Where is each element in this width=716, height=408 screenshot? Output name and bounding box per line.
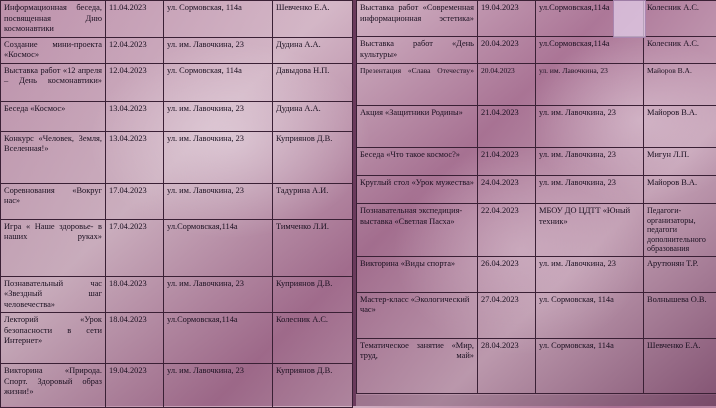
place-cell: ул. им. Лавочкина, 23	[164, 101, 273, 131]
table-row	[1, 63, 353, 101]
event-cell: Познавательный час «Звездный шаг человечества»	[1, 276, 106, 313]
left-page	[0, 0, 352, 406]
place-cell: ул.Сормовская,114а	[164, 313, 273, 364]
date-cell: 18.04.2023	[106, 276, 164, 313]
person-cell: Майоров В.А.	[644, 106, 716, 148]
event-cell: Познавательная экспедиция-выставка «Светлая Пасха»	[357, 204, 478, 257]
place-cell: ул.Сормовская,114а	[536, 37, 644, 64]
person-cell: Тадурина А.И.	[273, 183, 353, 219]
place-cell: ул. им. Лавочкина, 23	[536, 256, 644, 292]
place-cell: ул.Сормовская,114а	[164, 219, 273, 276]
place-cell: ул. Сормовская, 114а	[536, 292, 644, 338]
date-cell: 17.04.2023	[106, 219, 164, 276]
person-cell: Куприянов Д.В.	[273, 276, 353, 313]
table-row	[1, 219, 353, 276]
date-cell: 13.04.2023	[106, 101, 164, 131]
date-cell: 20.04.2023	[478, 64, 536, 106]
event-cell: Выставка работ «День культуры»	[357, 37, 478, 64]
event-cell: Конкурс «Человек, Земля, Вселенная!»	[1, 131, 106, 183]
person-cell: Тимченко Л.И.	[273, 219, 353, 276]
person-cell: Педагоги-организаторы, педагоги дополнительного образования	[644, 204, 716, 257]
table-row	[357, 176, 716, 204]
person-cell: Мигун Л.П.	[644, 148, 716, 176]
place-cell: ул. им. Лавочкина, 23	[536, 148, 644, 176]
table-row	[1, 101, 353, 131]
event-cell: Беседа «Что такое космос?»	[357, 148, 478, 176]
date-cell: 18.04.2023	[106, 313, 164, 364]
place-cell: ул. им. Лавочкина, 23	[164, 276, 273, 313]
date-cell: 12.04.2023	[106, 63, 164, 101]
event-cell: Лекторий «Урок безопасности в сети Интернет»	[1, 313, 106, 364]
place-cell: ул. Сормовская, 114а	[164, 1, 273, 38]
table-row	[357, 1, 716, 37]
place-cell: ул. Сормовская, 114а	[164, 63, 273, 101]
table-row	[357, 292, 716, 338]
event-cell: Викторина «Виды спорта»	[357, 256, 478, 292]
person-cell: Волнышева О.В.	[644, 292, 716, 338]
table-row	[1, 1, 353, 38]
table-row	[357, 37, 716, 64]
place-cell: МБОУ ДО ЦДТТ «Юный техник»	[536, 204, 644, 257]
table-row	[357, 204, 716, 257]
event-cell: Мастер-класс «Экологический час»	[357, 292, 478, 338]
event-cell: Акция «Защитники Родины»	[357, 106, 478, 148]
date-cell: 13.04.2023	[106, 131, 164, 183]
person-cell: Колесник А.С.	[273, 313, 353, 364]
event-cell: Соревнования «Вокруг нас»	[1, 183, 106, 219]
event-cell: Выставка работ «Современная информационная эстетика»	[357, 1, 478, 37]
place-cell: ул. Сормовская, 114а	[536, 338, 644, 393]
event-cell: Тематическое занятие «Мир, труд, май»	[357, 338, 478, 393]
place-cell: ул. им. Лавочкина, 23	[164, 364, 273, 408]
date-cell: 20.04.2023	[478, 37, 536, 64]
event-cell: Круглый стол «Урок мужества»	[357, 176, 478, 204]
date-cell: 22.04.2023	[478, 204, 536, 257]
place-cell: ул. им. Лавочкина, 23	[536, 176, 644, 204]
bottom-shade	[356, 395, 716, 406]
date-cell: 27.04.2023	[478, 292, 536, 338]
person-cell: Куприянов Д.В.	[273, 364, 353, 408]
person-cell: Куприянов Д.В.	[273, 131, 353, 183]
place-cell: ул. им. Лавочкина, 23	[164, 37, 273, 63]
person-cell: Шевченко Е.А.	[273, 1, 353, 38]
table-row	[1, 131, 353, 183]
table-row	[357, 256, 716, 292]
date-cell: 28.04.2023	[478, 338, 536, 393]
place-cell: ул. им. Лавочкина, 23	[536, 64, 644, 106]
table-row	[1, 183, 353, 219]
person-cell: Дудина А.А.	[273, 101, 353, 131]
table-row	[357, 106, 716, 148]
person-cell: Колесник А.С.	[644, 37, 716, 64]
place-cell: ул.Сормовская,114а	[536, 1, 644, 37]
date-cell: 17.04.2023	[106, 183, 164, 219]
person-cell: Дудина А.А.	[273, 37, 353, 63]
date-cell: 26.04.2023	[478, 256, 536, 292]
highlight-overlay	[613, 0, 646, 38]
date-cell: 19.04.2023	[478, 1, 536, 37]
event-cell: Выставка работ «12 апреля – День космонавтики»	[1, 63, 106, 101]
place-cell: ул. им. Лавочкина, 23	[164, 131, 273, 183]
table-row	[357, 64, 716, 106]
table-row	[357, 338, 716, 393]
event-cell: Создание мини-проекта «Космос»	[1, 37, 106, 63]
date-cell: 11.04.2023	[106, 1, 164, 38]
table-row	[357, 148, 716, 176]
person-cell: Колесник А.С.	[644, 1, 716, 37]
table-row	[1, 37, 353, 63]
person-cell: Майоров В.А.	[644, 176, 716, 204]
date-cell: 24.04.2023	[478, 176, 536, 204]
place-cell: ул. им. Лавочкина, 23	[164, 183, 273, 219]
date-cell: 21.04.2023	[478, 148, 536, 176]
event-cell: Викторина «Природа. Спорт. Здоровый образ жизни!»	[1, 364, 106, 408]
person-cell: Майоров В.А.	[644, 64, 716, 106]
table-row	[1, 364, 353, 408]
left-events-table	[0, 0, 353, 408]
event-cell: Игра « Наше здоровье- в наших руках»	[1, 219, 106, 276]
event-cell: Беседа «Космос»	[1, 101, 106, 131]
person-cell: Давыдова Н.П.	[273, 63, 353, 101]
person-cell: Шевченко Е.А.	[644, 338, 716, 393]
event-cell: Презентация «Слава Отечеству»	[357, 64, 478, 106]
table-row	[1, 276, 353, 313]
event-cell: Информационная беседа, посвященная Дню космонавтики	[1, 1, 106, 38]
date-cell: 19.04.2023	[106, 364, 164, 408]
date-cell: 21.04.2023	[478, 106, 536, 148]
date-cell: 12.04.2023	[106, 37, 164, 63]
right-page	[356, 0, 716, 406]
place-cell: ул. им. Лавочкина, 23	[536, 106, 644, 148]
table-row	[1, 313, 353, 364]
right-events-table	[356, 0, 716, 394]
person-cell: Арутюнян Т.Р.	[644, 256, 716, 292]
